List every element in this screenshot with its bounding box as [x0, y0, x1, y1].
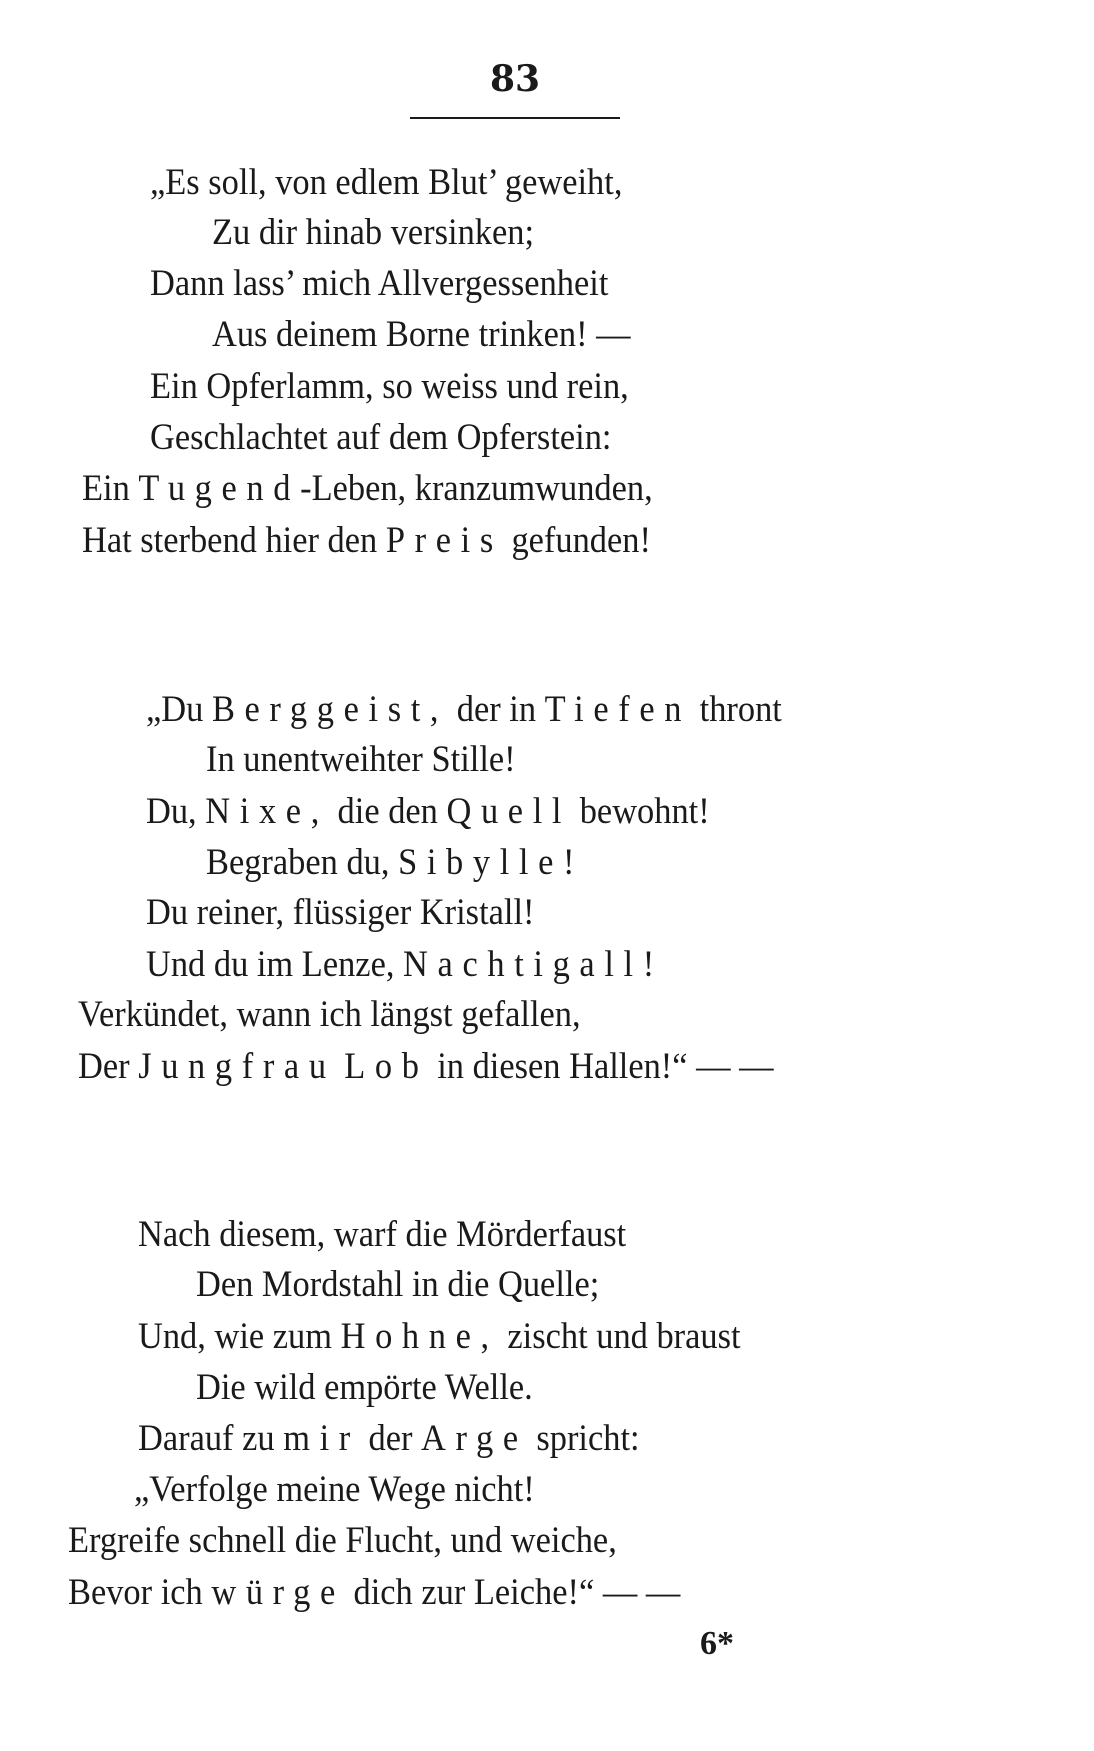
- spaced-emphasis: Jungfrau: [138, 1046, 336, 1087]
- verse-line: [146, 940, 664, 990]
- verse-line: Ergreife schnell die Flucht, und weiche,: [68, 1520, 617, 1561]
- page-number: 83: [489, 58, 541, 100]
- verse-line: Den Mordstahl in die Quelle;: [196, 1264, 600, 1305]
- verse-line: „Es soll, von edlem Blut’ geweiht,: [150, 162, 623, 203]
- verse-text: zischt und braust: [498, 1316, 741, 1357]
- verse-text: der in: [448, 689, 545, 730]
- verse-text: Und, wie zum: [138, 1316, 341, 1357]
- spaced-emphasis: Arge: [421, 1418, 528, 1459]
- verse-line: In unentweihter Stille!: [206, 739, 516, 780]
- spaced-emphasis: Nachtigall!: [403, 944, 664, 985]
- spaced-emphasis: mir: [283, 1418, 360, 1459]
- verse-text: Und du im Lenze,: [146, 944, 404, 985]
- verse-text: in diesen Hallen!“ — —: [428, 1046, 774, 1087]
- spaced-emphasis: Sibylle!: [398, 842, 585, 883]
- verse-line: [68, 1568, 680, 1618]
- verse-line: [138, 1312, 741, 1362]
- verse-line: [82, 516, 651, 566]
- verse-text: „Du: [146, 689, 212, 730]
- verse-text: bewohnt!: [571, 791, 710, 832]
- verse-line: [206, 838, 584, 888]
- spaced-emphasis: Lob: [344, 1046, 429, 1087]
- verse-text: thront: [691, 689, 782, 730]
- verse-text: -Leben, kranzumwunden,: [300, 468, 653, 509]
- verse-line: [78, 1042, 774, 1092]
- verse-text: dich zur Leiche!“ — —: [344, 1572, 681, 1613]
- verse-text: Begraben du,: [206, 842, 399, 883]
- spaced-emphasis: Hohne,: [340, 1316, 499, 1357]
- verse-text: die den: [328, 791, 447, 832]
- verse-line: Ein Opferlamm, so weiss und rein,: [150, 366, 629, 407]
- verse-line: Aus deinem Borne trinken! —: [212, 314, 631, 355]
- page-number-rule: [410, 117, 620, 119]
- signature-mark: 6*: [700, 1625, 734, 1662]
- verse-line: Zu dir hinab versinken;: [212, 212, 535, 253]
- verse-line: [146, 685, 782, 735]
- spaced-emphasis: Nixe,: [205, 791, 329, 832]
- verse-text: Du,: [146, 791, 206, 832]
- verse-line: Nach diesem, warf die Mörderfaust: [138, 1214, 627, 1255]
- verse-line: „Verfolge meine Wege nicht!: [134, 1469, 535, 1510]
- verse-text: Der: [78, 1046, 139, 1087]
- verse-line: [138, 1414, 640, 1464]
- spaced-emphasis: Preis: [385, 520, 503, 561]
- verse-text: Darauf zu: [138, 1418, 284, 1459]
- verse-line: [146, 787, 710, 837]
- verse-text: gefunden!: [502, 520, 651, 561]
- verse-line: Du reiner, flüssiger Kristall!: [146, 892, 535, 933]
- spaced-emphasis: Quell: [446, 791, 572, 832]
- verse-text: Ein: [82, 468, 139, 509]
- verse-text: der: [359, 1418, 422, 1459]
- verse-line: Geschlachtet auf dem Opferstein:: [150, 417, 612, 458]
- spaced-emphasis: Tiefen: [544, 689, 692, 730]
- spaced-emphasis: Berggeist,: [211, 689, 449, 730]
- verse-line: Dann lass’ mich Allvergessenheit: [150, 263, 609, 304]
- spaced-emphasis: Tugend: [138, 468, 301, 509]
- verse-line: Die wild empörte Welle.: [196, 1367, 533, 1408]
- verse-text: [336, 1046, 345, 1087]
- verse-line: Verkündet, wann ich längst gefallen,: [78, 994, 581, 1035]
- verse-line: [82, 464, 653, 514]
- verse-text: spricht:: [527, 1418, 640, 1459]
- verse-text: Hat sterbend hier den: [82, 520, 386, 561]
- spaced-emphasis: würge: [211, 1572, 345, 1613]
- verse-text: Bevor ich: [68, 1572, 212, 1613]
